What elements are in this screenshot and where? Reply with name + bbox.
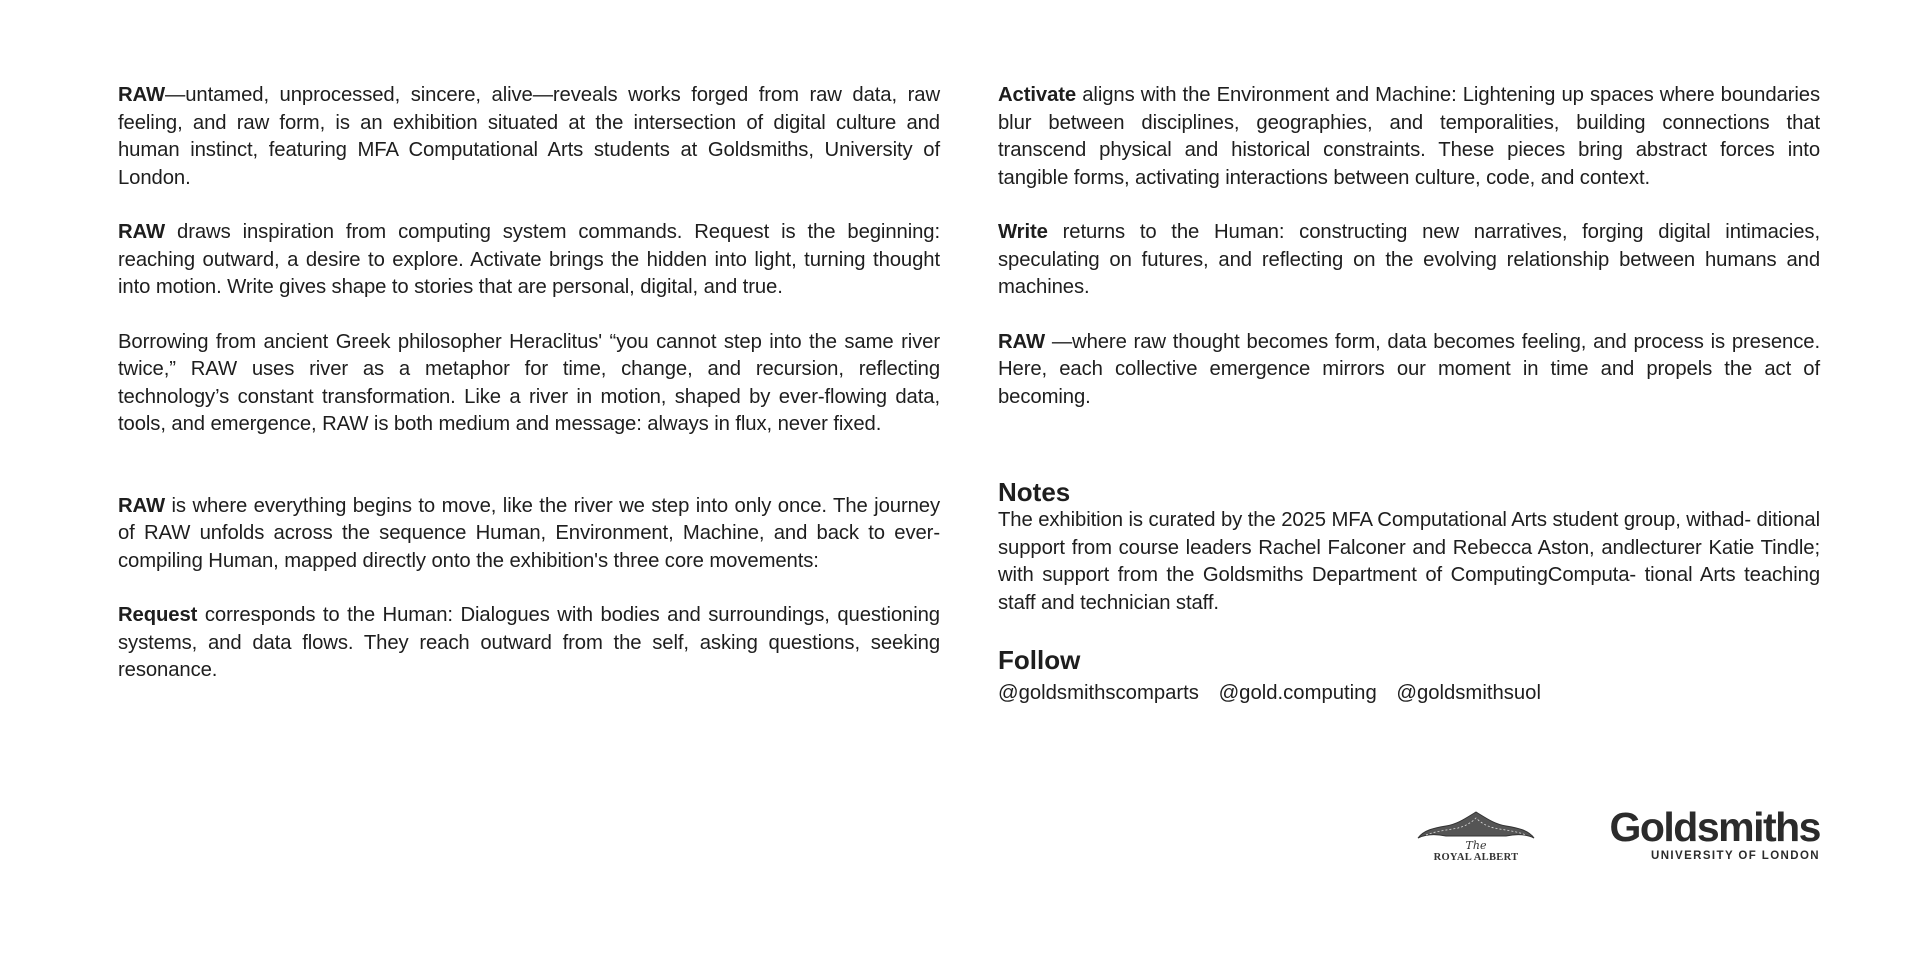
write-text: returns to the Human: constructing new narratives, forging digital intimacies, speculating on futures, and reflecting on the evolving relationship between humans and machines. bbox=[998, 221, 1820, 298]
journey-lead: RAW bbox=[118, 494, 166, 517]
write-paragraph bbox=[998, 219, 1820, 302]
goldsmiths-logo bbox=[1592, 806, 1820, 868]
request-lead: Request bbox=[118, 604, 198, 626]
handle-goldsmithscomparts[interactable]: @goldsmithscomparts bbox=[998, 682, 1199, 704]
journey-text: is where everything begins to move, like the river we step into only once. The journey of RAW unfolds across the sequence Human, Environment, Machine, and back to ever-compiling Human, mapped directly onto the exhibition's three core movements: bbox=[118, 494, 940, 572]
inspiration-lead: RAW bbox=[118, 221, 166, 243]
right-column bbox=[998, 82, 1820, 707]
raw-closing-paragraph bbox=[998, 329, 1820, 412]
activate-lead: Activate bbox=[998, 84, 1077, 106]
journey-paragraph bbox=[118, 493, 940, 576]
heraclitus-paragraph: Borrowing from ancient Greek philosopher Heraclitus' “you cannot step into the same river twice,” RAW uses river as a metaphor for time, change, and recursion, reflecting technology’s constant transformation. Like a river in motion, shaped by ever-flowing data, tools, and emergence, RAW is both medium and message: always in flux, never fixed. bbox=[118, 330, 940, 435]
raw-closing-lead: RAW bbox=[998, 330, 1046, 353]
left-column bbox=[118, 82, 940, 685]
goldsmiths-subtitle: UNIVERSITY OF LONDON bbox=[1651, 850, 1820, 862]
inspiration-paragraph bbox=[118, 219, 940, 302]
royal-albert-logo bbox=[1412, 804, 1540, 864]
activate-paragraph bbox=[998, 82, 1820, 192]
royal-albert-the: The bbox=[1465, 839, 1487, 852]
intro-text: —untamed, unprocessed, sincere, alive—reveals works forged from raw data, raw feeling, and raw form, is an exhibition situated at the intersection of digital culture and human instinct, featuring MFA Computational Arts students at Goldsmiths, University of London. bbox=[118, 84, 940, 189]
notes-paragraph: The exhibition is curated by the 2025 MFA Computational Arts student group, withad- ditional support from course leaders Rachel Falconer and Rebecca Aston, andlecturer Katie Tindle; with support from the Goldsmiths Department of ComputingComputa- tional Arts teaching staff and technician staff. bbox=[998, 509, 1820, 614]
write-lead: Write bbox=[998, 221, 1048, 243]
intro-lead: RAW bbox=[118, 84, 166, 106]
activate-text: aligns with the Environment and Machine: Lightening up spaces where boundaries blur between disciplines, geographies, and temporalities, building connections that transcend physical and historical constraints. These pieces bring abstract forces into tangible forms, activating interactions between culture, code, and context. bbox=[998, 84, 1820, 189]
inspiration-text: draws inspiration from computing system commands. Request is the beginning: reaching outward, a desire to explore. Activate brings the hidden into light, turning thought into motion. Write gives shape to stories that are personal, digital, and true. bbox=[118, 221, 940, 298]
notes-heading: Notes bbox=[998, 477, 1071, 507]
handle-gold-computing[interactable]: @gold.computing bbox=[1218, 682, 1377, 704]
request-text: corresponds to the Human: Dialogues with bodies and surroundings, questioning systems, and data flows. They reach outward from the self, asking questions, seeking resonance. bbox=[118, 604, 940, 681]
follow-heading: Follow bbox=[998, 645, 1081, 675]
goldsmiths-wordmark: Goldsmiths bbox=[1609, 804, 1820, 850]
handle-goldsmithsuol[interactable]: @goldsmithsuol bbox=[1396, 682, 1541, 704]
royal-albert-name: ROYAL ALBERT bbox=[1433, 852, 1519, 863]
raw-closing-text: —where raw thought becomes form, data becomes feeling, and process is presence. Here, each collective emergence mirrors our moment in time and propels the act of becoming. bbox=[998, 330, 1820, 408]
social-handles bbox=[998, 679, 1820, 707]
request-paragraph bbox=[118, 602, 940, 685]
royal-albert-crest-icon bbox=[1412, 804, 1540, 864]
intro-paragraph bbox=[118, 82, 940, 192]
